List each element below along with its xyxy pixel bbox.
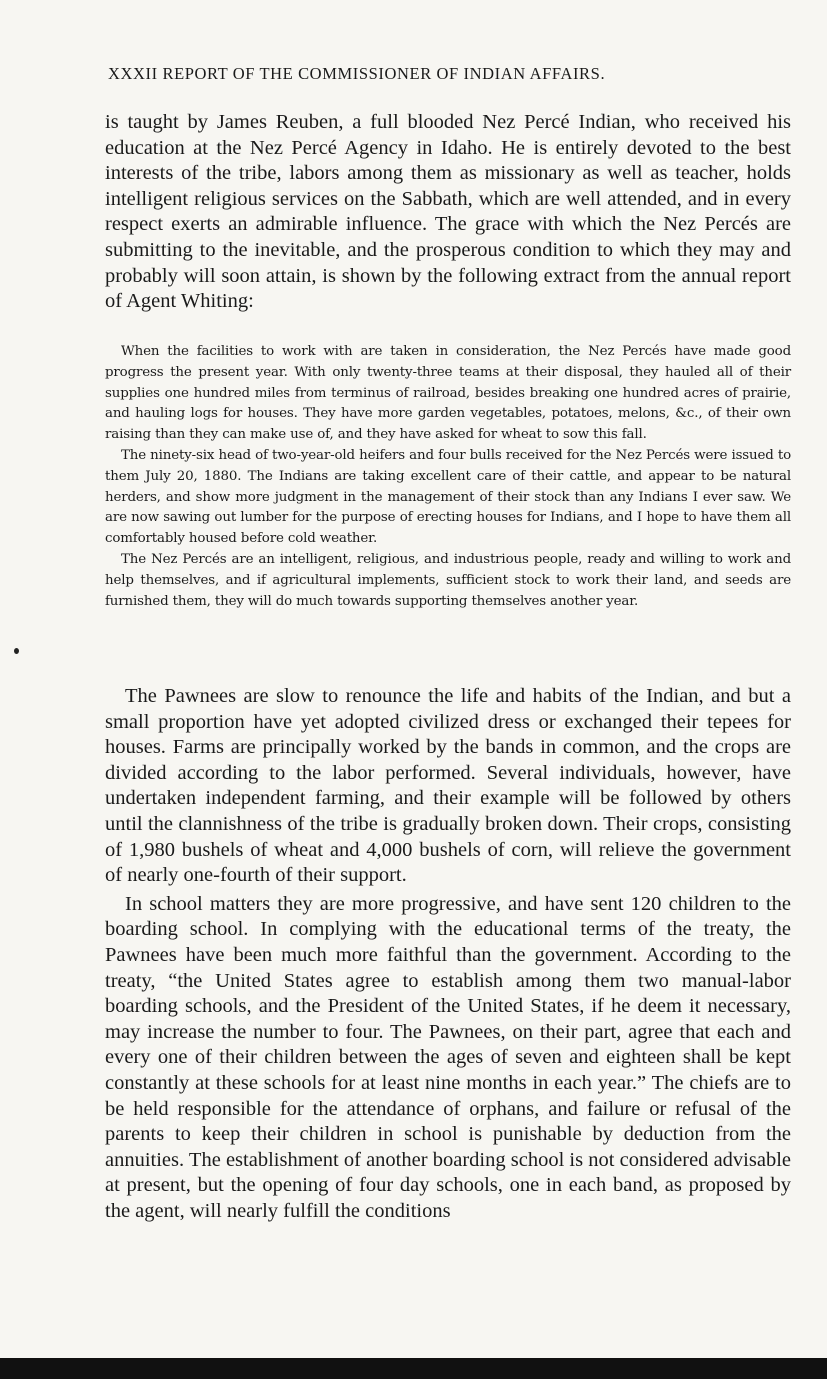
quote-paragraph: When the facilities to work with are taken in consideration, the Nez Percés have made good progress the present year. With only twenty-three teams at their disposal, they hauled all of their supplies one hundred miles from terminus of railroad, besides breaking one hundred acres of prairie, and hauling logs for houses. They have more garden vegetables, potatoes, melons, &c., of their own raising than they can make use of, and they have asked for wheat to sow this fall. bbox=[105, 344, 791, 443]
quote-paragraph: The Nez Percés are an intelligent, religious, and industrious people, ready and willing to work and help themselves, and if agricultural implements, sufficient stock to work their land, and seeds are furnished them, they will do much towards supporting themselves another year. bbox=[105, 551, 791, 609]
agent-report-extract bbox=[105, 342, 791, 612]
school-paragraph: In school matters they are more progressive, and have sent 120 children to the boarding school. In complying with the educational terms of the treaty, the Pawnees have been much more faithful than the government. According to the treaty, “the United States agree to establish among them two manual-labor boarding schools, and the President of the United States, if he deem it necessary, may increase the number to four. The Pawnees, on their part, agree that each and every one of their children between the ages of seven and eighteen shall be kept constantly at these schools for at least nine months in each year.” The chiefs are to be held responsible for the attendance of orphans, and failure or refusal of the parents to keep their children in school is punishable by deduction from the annuities. The establishment of another boarding school is not considered advisable at present, but the opening of four day schools, one in each band, as proposed by the agent, will nearly fulfill the conditions bbox=[105, 892, 791, 1222]
pawnees-paragraph: The Pawnees are slow to renounce the life and habits of the Indian, and but a small proportion have yet adopted civilized dress or exchanged their tepees for houses. Farms are principally worked by the bands in common, and the crops are divided according to the labor performed. Several individuals, however, have undertaken independent farming, and their example will be followed by others until the clannishness of the tribe is gradually broken down. Their crops, consisting of 1,980 bushels of wheat and 4,000 bushels of corn, will relieve the government of nearly one-fourth of their support. bbox=[105, 685, 791, 887]
main-section bbox=[105, 684, 791, 1224]
margin-mark bbox=[14, 648, 19, 654]
intro-paragraph: is taught by James Reuben, a full blooded Nez Percé Indian, who received his education at the Nez Percé Agency in Idaho. He is entirely devoted to the best interests of the tribe, labors among them as missionary as well as teacher, holds intelligent religious services on the Sabbath, which are well attended, and in every respect exerts an admirable influence. The grace with which the Nez Percés are submitting to the inevitable, and the prosperous condition to which they may and probably will soon attain, is shown by the following extract from the annual report of Agent Whiting: bbox=[105, 111, 791, 313]
quote-paragraph: The ninety-six head of two-year-old heifers and four bulls received for the Nez Percés were issued to them July 20, 1880. The Indians are taking excellent care of their cattle, and appear to be natural herders, and show more judgment in the management of their stock than any Indians I ever saw. We are now sawing out lumber for the purpose of erecting houses for Indians, and I hope to have them all comfortably housed before cold weather. bbox=[105, 447, 791, 547]
intro-section bbox=[105, 110, 791, 315]
scan-edge bbox=[0, 1358, 827, 1379]
running-header: XXXII REPORT OF THE COMMISSIONER OF INDIAN AFFAIRS. bbox=[108, 64, 606, 83]
